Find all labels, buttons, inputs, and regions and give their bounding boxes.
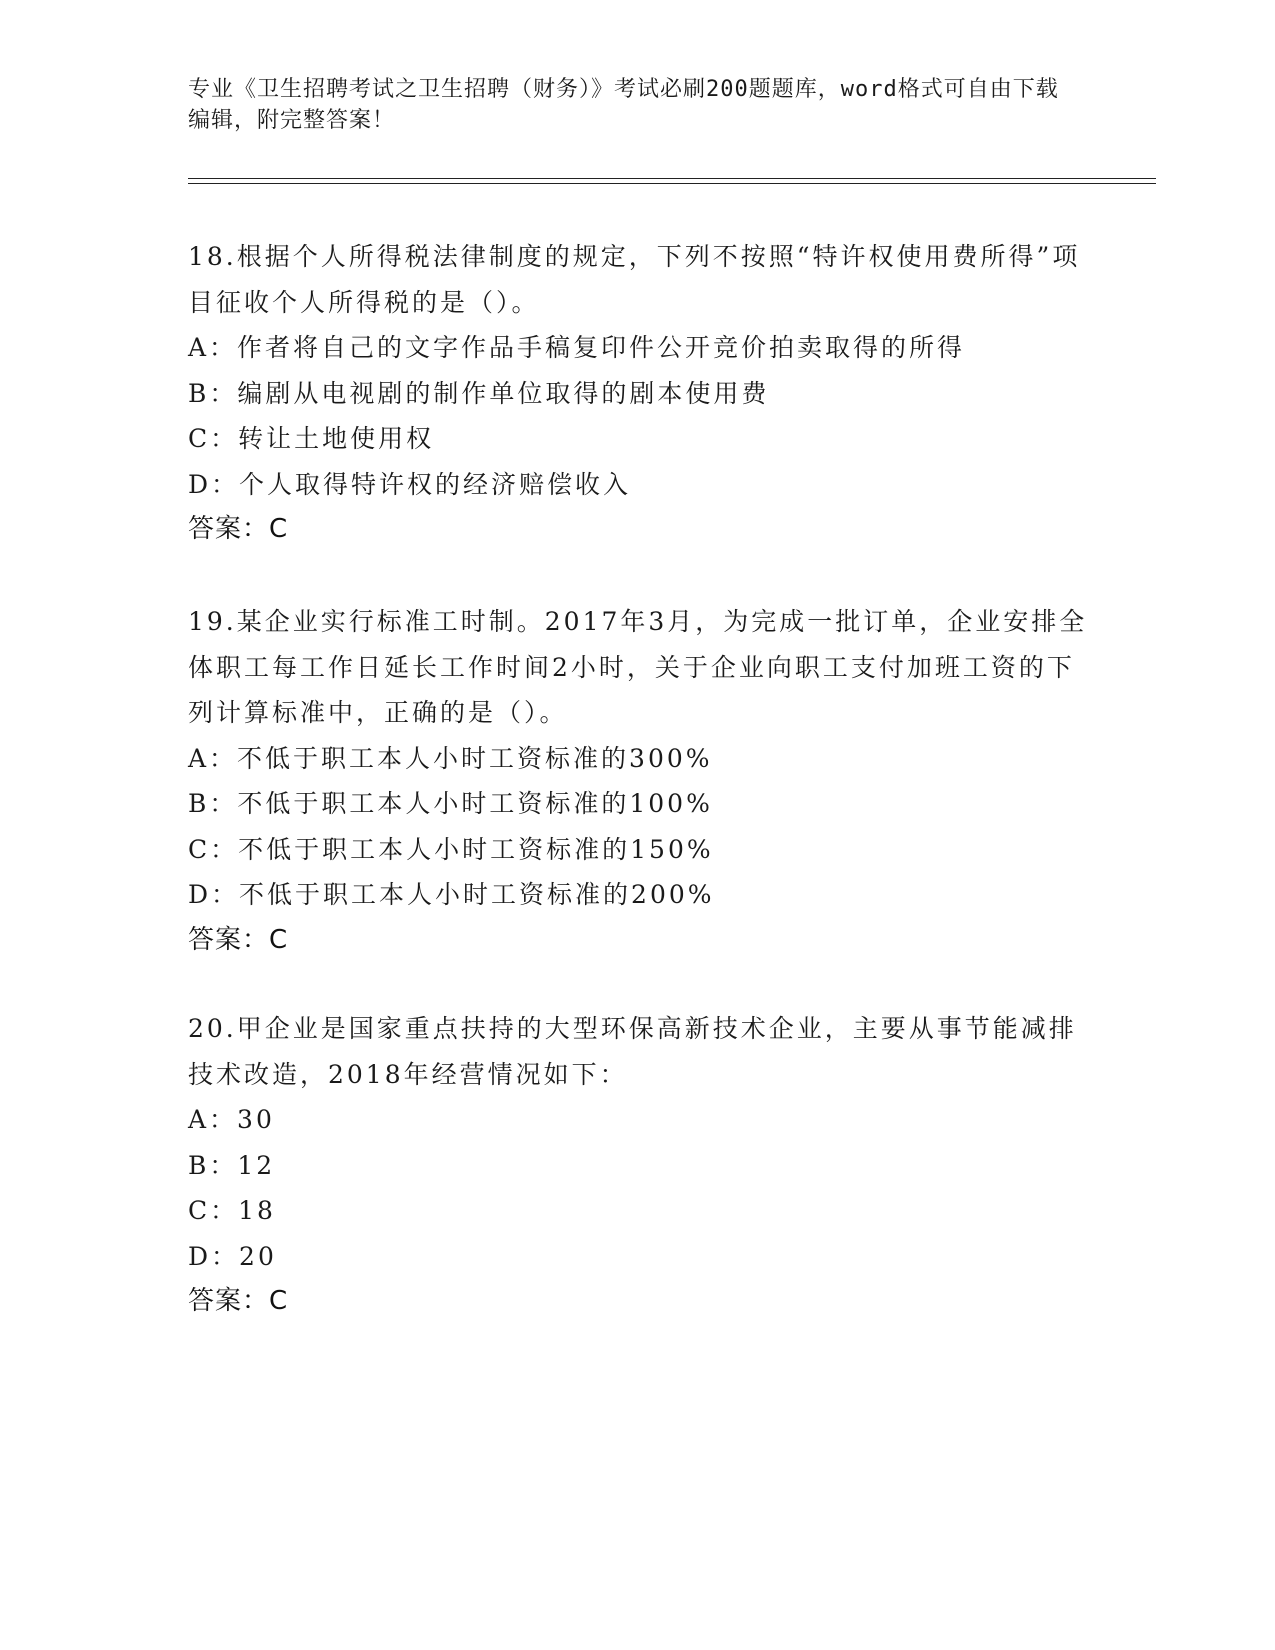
question-19 — [188, 599, 1088, 963]
question-stem: 18.根据个人所得税法律制度的规定，下列不按照“特许权使用费所得”项目征收个人所得税的是（）。 — [188, 242, 1081, 317]
option-b: B：编剧从电视剧的制作单位取得的剧本使用费 — [188, 378, 770, 408]
answer: 答案：C — [188, 514, 289, 544]
question-stem: 19.某企业实行标准工时制。2017年3月，为完成一批订单，企业安排全体职工每工作日延长工作时间2小时，关于企业向职工支付加班工资的下列计算标准中，正确的是（）。 — [188, 607, 1088, 727]
option-b: B：不低于职工本人小时工资标准的100% — [188, 789, 713, 818]
option-d: D：个人取得特许权的经济赔偿收入 — [188, 469, 632, 499]
option-c: C：18 — [188, 1196, 276, 1225]
option-d: D：不低于职工本人小时工资标准的200% — [188, 880, 715, 909]
document-header: 专业《卫生招聘考试之卫生招聘（财务）》考试必刷200题题库，word格式可自由下载编辑，附完整答案！ — [188, 77, 1059, 133]
header-divider-top — [188, 178, 1156, 179]
option-a: A：不低于职工本人小时工资标准的300% — [188, 743, 713, 773]
option-a: A：作者将自己的文字作品手稿复印件公开竞价拍卖取得的所得 — [188, 333, 966, 362]
question-18 — [188, 234, 1088, 553]
option-d: D：20 — [188, 1241, 277, 1271]
question-20 — [188, 1006, 1088, 1325]
option-c: C：转让土地使用权 — [188, 424, 435, 453]
option-c: C：不低于职工本人小时工资标准的150% — [188, 834, 714, 864]
option-a: A：30 — [188, 1105, 275, 1134]
option-b: B：12 — [188, 1150, 276, 1180]
answer: 答案：C — [188, 1286, 289, 1316]
answer: 答案：C — [188, 924, 289, 955]
header-divider-bottom — [188, 183, 1156, 184]
question-stem: 20.甲企业是国家重点扶持的大型环保高新技术企业，主要从事节能减排技术改造，2018年经营情况如下： — [188, 1014, 1077, 1089]
